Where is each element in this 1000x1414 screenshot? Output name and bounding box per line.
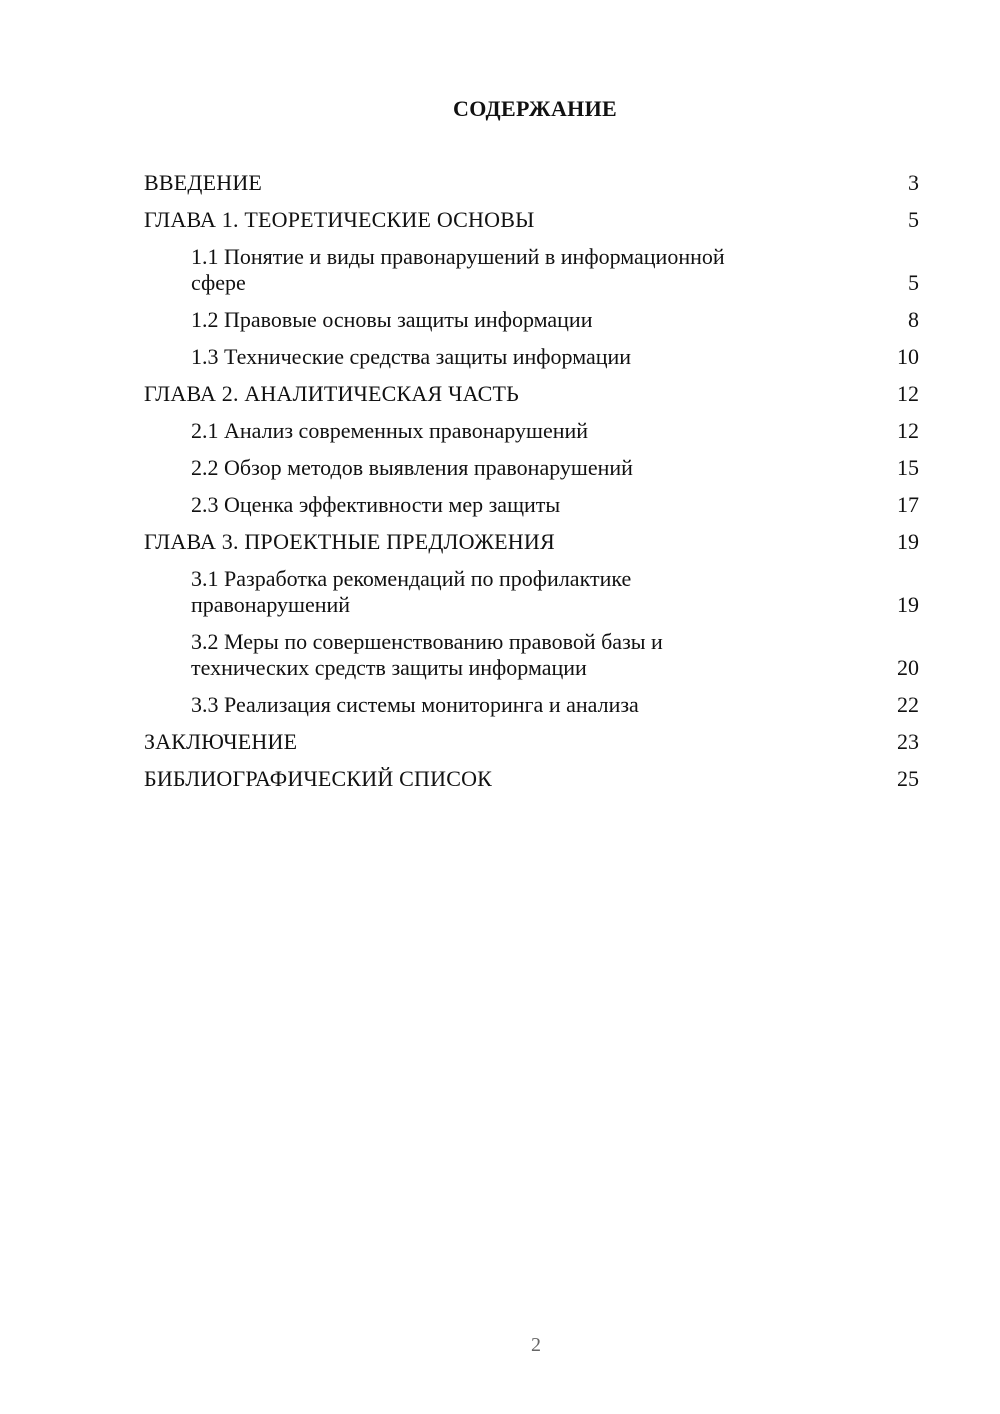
toc-entry-title: 1.2 Правовые основы защиты информации xyxy=(191,307,593,332)
toc-entry-page: 8 xyxy=(908,307,919,332)
toc-section-entry xyxy=(144,566,919,618)
toc-entry-title: 2.2 Обзор методов выявления правонарушений xyxy=(191,455,633,480)
toc-entry-page: 10 xyxy=(897,344,919,369)
page-number: 2 xyxy=(531,1334,541,1356)
toc-entry-title: 1.1 Понятие и виды правонарушений в информационной сфере xyxy=(191,244,725,295)
toc-chapter-entry xyxy=(144,766,919,792)
toc-section-entry xyxy=(144,307,919,333)
toc-entry-title: 2.3 Оценка эффективности мер защиты xyxy=(191,492,561,517)
toc-entry-page: 17 xyxy=(897,492,919,517)
toc-chapter-entry xyxy=(144,529,919,555)
toc-entry-page: 20 xyxy=(897,655,919,680)
toc-entry-page: 3 xyxy=(908,170,919,195)
toc-entry-page: 19 xyxy=(897,529,919,554)
toc-chapter-entry xyxy=(144,207,919,233)
toc-section-entry xyxy=(144,344,919,370)
toc-entry-page: 12 xyxy=(897,381,919,406)
toc-chapter-entry xyxy=(144,729,919,755)
toc-entry-title: 3.1 Разработка рекомендаций по профилактике правонарушений xyxy=(191,566,632,617)
toc-section-entry xyxy=(144,492,919,518)
toc-entry-page: 15 xyxy=(897,455,919,480)
toc-entry-title: 1.3 Технические средства защиты информации xyxy=(191,344,632,369)
toc-section-entry xyxy=(144,244,919,296)
toc-entry-title: ЗАКЛЮЧЕНИЕ xyxy=(144,729,298,754)
toc-section-entry xyxy=(144,692,919,718)
toc-entry-page: 23 xyxy=(897,729,919,754)
toc-entry-title: ВВЕДЕНИЕ xyxy=(144,170,263,195)
toc-section-entry xyxy=(144,629,919,681)
toc-section-entry xyxy=(144,455,919,481)
toc-entry-page: 12 xyxy=(897,418,919,443)
toc-entry-title: БИБЛИОГРАФИЧЕСКИЙ СПИСОК xyxy=(144,766,493,791)
toc-chapter-entry xyxy=(144,381,919,407)
toc-entry-page: 5 xyxy=(908,270,919,295)
toc-entry-title: 2.1 Анализ современных правонарушений xyxy=(191,418,589,443)
table-of-contents xyxy=(144,170,919,803)
toc-entry-page: 5 xyxy=(908,207,919,232)
page-title: СОДЕРЖАНИЕ xyxy=(453,96,617,121)
toc-entry-title: 3.2 Меры по совершенствованию правовой базы и технических средств защиты информации xyxy=(191,629,663,680)
toc-entry-title: ГЛАВА 3. ПРОЕКТНЫЕ ПРЕДЛОЖЕНИЯ xyxy=(144,529,555,554)
toc-entry-title: ГЛАВА 1. ТЕОРЕТИЧЕСКИЕ ОСНОВЫ xyxy=(144,207,535,232)
toc-chapter-entry xyxy=(144,170,919,196)
toc-entry-page: 22 xyxy=(897,692,919,717)
toc-entry-page: 19 xyxy=(897,592,919,617)
toc-entry-title: ГЛАВА 2. АНАЛИТИЧЕСКАЯ ЧАСТЬ xyxy=(144,381,519,406)
toc-entry-title: 3.3 Реализация системы мониторинга и анализа xyxy=(191,692,639,717)
toc-section-entry xyxy=(144,418,919,444)
toc-entry-page: 25 xyxy=(897,766,919,791)
